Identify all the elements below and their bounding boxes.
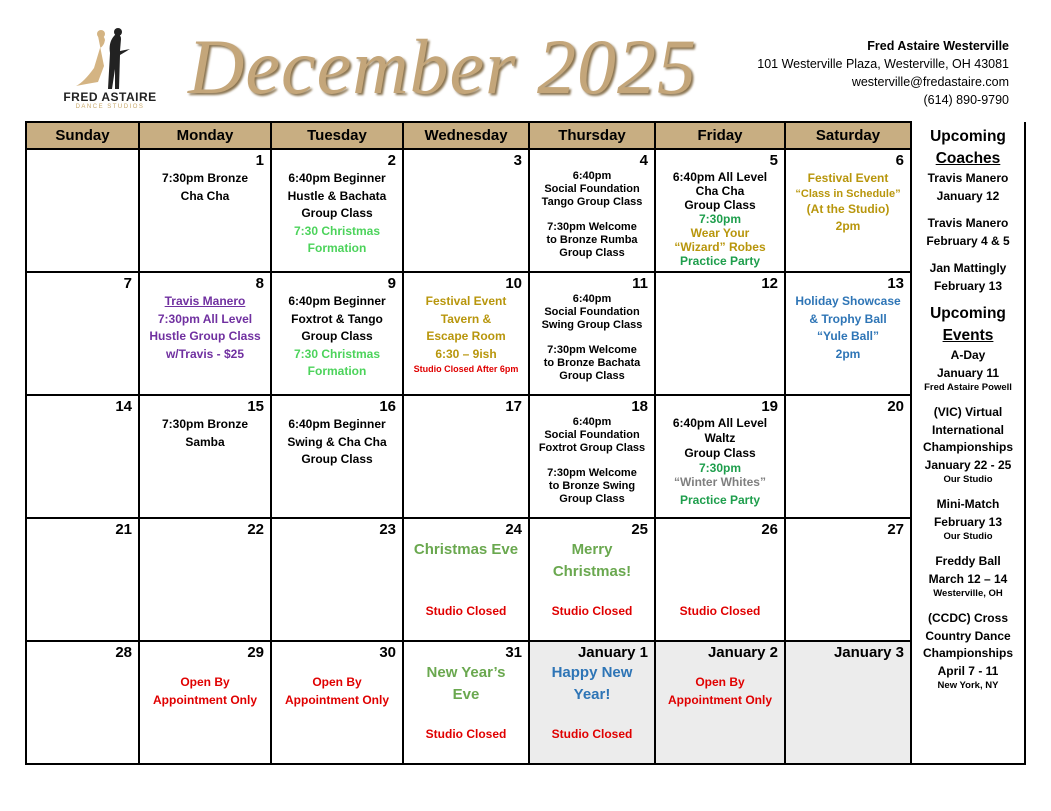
event-text: 6:40pm bbox=[572, 170, 612, 182]
day-cell-dec-10 bbox=[403, 272, 529, 395]
day-cell-dec-30 bbox=[271, 641, 403, 764]
holiday-text: Christmas Eve bbox=[413, 541, 519, 558]
day-number: 12 bbox=[761, 275, 778, 292]
day-cell-dec-19 bbox=[655, 395, 785, 518]
event-text: 7:30pm Welcome bbox=[547, 221, 637, 233]
event-text: w/Travis - $25 bbox=[165, 346, 245, 361]
calendar-title: December 2025 bbox=[188, 23, 697, 110]
coaches-title-2: Coaches bbox=[935, 150, 1001, 167]
holiday-text: Merry bbox=[571, 541, 613, 558]
day-cell-jan-2 bbox=[655, 641, 785, 764]
event-2-line-1: (VIC) Virtual bbox=[933, 405, 1003, 419]
event-text: Appointment Only bbox=[668, 692, 772, 707]
day-cell-dec-6 bbox=[785, 149, 911, 272]
coach-2-name: Travis Manero bbox=[927, 216, 1009, 230]
event-text: Swing & Cha Cha bbox=[287, 434, 387, 449]
event-text: Hustle & Bachata bbox=[287, 188, 387, 203]
weekday-tuesday: Tuesday bbox=[271, 122, 403, 149]
day-number: 25 bbox=[631, 521, 648, 538]
event-text: 7:30pm All Level bbox=[157, 311, 253, 326]
event-text: Waltz bbox=[704, 431, 736, 445]
week-row bbox=[26, 641, 1025, 764]
event-text: 7:30 Christmas bbox=[293, 223, 381, 238]
event-text: 7:30pm Welcome bbox=[547, 344, 637, 356]
day-number: 5 bbox=[769, 152, 778, 169]
event-text: Practice Party bbox=[679, 493, 761, 507]
week-row bbox=[26, 149, 1025, 272]
event-text: “Yule Ball” bbox=[816, 329, 880, 343]
event-text: 7:30pm bbox=[698, 461, 742, 475]
coach-3-name: Jan Mattingly bbox=[929, 261, 1007, 275]
day-number: January 3 bbox=[833, 644, 904, 661]
day-number: 17 bbox=[505, 398, 522, 415]
event-text: Group Class bbox=[301, 452, 373, 466]
day-cell-dec-7 bbox=[26, 272, 139, 395]
day-number: 22 bbox=[247, 521, 264, 538]
event-text: 7:30pm Bronze bbox=[161, 417, 249, 431]
day-number: 23 bbox=[379, 521, 396, 538]
day-number: 24 bbox=[505, 521, 522, 538]
day-number: 4 bbox=[639, 152, 648, 169]
event-text: Practice Party bbox=[679, 254, 761, 268]
event-text: Group Class bbox=[559, 247, 625, 259]
weekday-saturday: Saturday bbox=[785, 122, 911, 149]
day-number: 2 bbox=[387, 152, 396, 169]
event-text: 2pm bbox=[835, 219, 861, 233]
event-4-date: March 12 – 14 bbox=[928, 571, 1008, 586]
event-text: 6:40pm bbox=[572, 416, 612, 428]
event-4-location: Westerville, OH bbox=[933, 588, 1003, 599]
studio-closed-label: Studio Closed bbox=[425, 727, 507, 741]
event-text: to Bronze Bachata bbox=[543, 357, 641, 369]
event-3-name: Mini-Match bbox=[936, 497, 1000, 511]
event-5-line-1: (CCDC) Cross bbox=[927, 611, 1008, 625]
holiday-text: Happy New bbox=[551, 664, 633, 681]
event-5-line-2: Country Dance bbox=[925, 628, 1011, 643]
logo-subtitle: DANCE STUDIOS bbox=[75, 104, 145, 110]
event-2-date: January 22 - 25 bbox=[924, 457, 1012, 472]
weekday-thursday: Thursday bbox=[529, 122, 655, 149]
event-text: 6:40pm bbox=[572, 293, 612, 305]
holiday-text: Year! bbox=[573, 686, 611, 703]
day-number: 26 bbox=[761, 521, 778, 538]
day-cell-dec-4 bbox=[529, 149, 655, 272]
day-number: 16 bbox=[379, 398, 396, 415]
event-text: Appointment Only bbox=[285, 692, 389, 707]
day-cell-dec-17 bbox=[403, 395, 529, 518]
day-cell-dec-9 bbox=[271, 272, 403, 395]
event-text: Group Class bbox=[684, 198, 756, 212]
event-text: Open By bbox=[180, 675, 230, 689]
event-text: Tango Group Class bbox=[541, 196, 643, 208]
day-number: 21 bbox=[115, 521, 132, 538]
day-number: January 2 bbox=[707, 644, 778, 661]
event-text: Social Foundation bbox=[544, 183, 640, 195]
day-cell-dec-23 bbox=[271, 518, 403, 641]
sidebar bbox=[911, 122, 1025, 764]
week-row bbox=[26, 518, 1025, 641]
day-number: 11 bbox=[632, 275, 648, 292]
day-number: 3 bbox=[513, 152, 522, 169]
event-3-date: February 13 bbox=[933, 514, 1003, 529]
coach-2-date: February 4 & 5 bbox=[926, 233, 1010, 248]
event-text: Open By bbox=[695, 675, 745, 689]
day-cell-dec-22 bbox=[139, 518, 271, 641]
day-cell-dec-25 bbox=[529, 518, 655, 641]
day-cell-dec-5 bbox=[655, 149, 785, 272]
event-text: “Wizard” Robes bbox=[674, 240, 766, 254]
day-cell-dec-21 bbox=[26, 518, 139, 641]
day-cell-dec-20 bbox=[785, 395, 911, 518]
event-text: Samba bbox=[185, 434, 225, 449]
event-2-line-2: International bbox=[931, 422, 1004, 437]
event-5-location: New York, NY bbox=[937, 680, 999, 691]
day-number: 28 bbox=[115, 644, 132, 661]
events-title-2: Events bbox=[942, 327, 994, 344]
weekday-sunday: Sunday bbox=[26, 122, 139, 149]
event-text: Festival Event bbox=[425, 294, 507, 308]
event-text: “Winter Whites” bbox=[674, 475, 766, 489]
event-3-location: Our Studio bbox=[943, 531, 993, 542]
event-text: 7:30pm bbox=[698, 212, 742, 226]
holiday-text: New Year’s bbox=[426, 664, 506, 681]
event-text: Group Class bbox=[301, 329, 373, 343]
weekday-monday: Monday bbox=[139, 122, 271, 149]
day-number: 31 bbox=[505, 644, 522, 661]
day-cell-dec-31 bbox=[403, 641, 529, 764]
event-text: 6:40pm Beginner bbox=[288, 417, 386, 431]
holiday-text: Christmas! bbox=[552, 563, 632, 580]
day-number: 19 bbox=[761, 398, 778, 415]
day-number: 15 bbox=[247, 398, 264, 415]
event-text: Open By bbox=[312, 675, 362, 689]
event-text: Holiday Showcase bbox=[795, 294, 901, 308]
day-cell-dec-8 bbox=[139, 272, 271, 395]
day-number: 20 bbox=[887, 398, 904, 415]
day-number: 14 bbox=[115, 398, 132, 415]
event-4-name: Freddy Ball bbox=[935, 554, 1001, 568]
day-number: 30 bbox=[379, 644, 396, 661]
events-title-1: Upcoming bbox=[930, 305, 1006, 322]
day-number: 13 bbox=[887, 275, 904, 292]
day-number: 9 bbox=[387, 275, 396, 292]
event-text: & Trophy Ball bbox=[809, 311, 887, 326]
day-cell-dec-14 bbox=[26, 395, 139, 518]
studio-info bbox=[757, 37, 1009, 109]
event-text: Formation bbox=[307, 241, 367, 255]
weekday-friday: Friday bbox=[655, 122, 785, 149]
day-number: 6 bbox=[895, 152, 904, 169]
event-text: 7:30pm Welcome bbox=[547, 467, 637, 479]
event-1-name: A-Day bbox=[950, 348, 986, 362]
coach-3-date: February 13 bbox=[933, 278, 1003, 293]
calendar-grid bbox=[25, 121, 1026, 765]
studio-closed-label: Studio Closed bbox=[679, 604, 761, 618]
event-text: 6:40pm Beginner bbox=[288, 294, 386, 308]
day-cell-dec-27 bbox=[785, 518, 911, 641]
event-text: “Class in Schedule” bbox=[795, 187, 901, 200]
studio-phone: (614) 890-9790 bbox=[923, 93, 1009, 107]
event-text: 2pm bbox=[835, 346, 861, 361]
event-text: Travis Manero bbox=[164, 294, 246, 308]
day-number: 27 bbox=[887, 521, 904, 538]
day-cell-dec-29 bbox=[139, 641, 271, 764]
week-row bbox=[26, 272, 1025, 395]
event-text: Hustle Group Class bbox=[149, 329, 261, 343]
day-cell-dec-1 bbox=[139, 149, 271, 272]
event-1-location: Fred Astaire Powell bbox=[924, 382, 1012, 393]
day-number: 18 bbox=[631, 398, 648, 415]
coaches-title-1: Upcoming bbox=[930, 128, 1006, 145]
holiday-text: Eve bbox=[452, 686, 480, 703]
studio-closed-label: Studio Closed bbox=[551, 727, 633, 741]
day-number: 8 bbox=[255, 275, 264, 292]
logo-name: FRED ASTAIRE bbox=[63, 90, 157, 104]
studio-address: 101 Westerville Plaza, Westerville, OH 43081 bbox=[757, 57, 1009, 71]
day-cell-jan-3 bbox=[785, 641, 911, 764]
event-text: Group Class bbox=[301, 206, 373, 220]
event-text: 6:40pm Beginner bbox=[288, 171, 386, 185]
studio-closed-label: Studio Closed bbox=[551, 604, 633, 618]
event-text: Cha Cha bbox=[695, 184, 745, 198]
event-text: to Bronze Rumba bbox=[546, 234, 638, 246]
day-number: 1 bbox=[255, 152, 264, 169]
day-number: 10 bbox=[505, 275, 522, 292]
event-5-date: April 7 - 11 bbox=[937, 663, 999, 678]
day-cell-dec-12 bbox=[655, 272, 785, 395]
event-text: Swing Group Class bbox=[541, 319, 643, 331]
event-text: 6:30 – 9ish bbox=[435, 346, 497, 361]
day-cell-dec-2 bbox=[271, 149, 403, 272]
day-cell-dec-26 bbox=[655, 518, 785, 641]
day-cell-dec-3 bbox=[403, 149, 529, 272]
day-cell-dec-15 bbox=[139, 395, 271, 518]
event-text: to Bronze Swing bbox=[548, 480, 636, 492]
event-text: 7:30pm Bronze bbox=[161, 171, 249, 185]
event-text: Social Foundation bbox=[544, 429, 640, 441]
event-text: Festival Event bbox=[807, 171, 889, 185]
day-cell-dec-24 bbox=[403, 518, 529, 641]
day-number: 7 bbox=[123, 275, 132, 292]
event-text: 7:30 Christmas bbox=[293, 346, 381, 361]
event-text: Tavern & bbox=[440, 311, 492, 326]
day-number: January 1 bbox=[577, 644, 648, 661]
event-text: Group Class bbox=[684, 446, 756, 460]
weekday-header-row bbox=[26, 122, 1025, 149]
event-text: Social Foundation bbox=[544, 306, 640, 318]
event-text: Appointment Only bbox=[153, 692, 257, 707]
studio-name: Fred Astaire Westerville bbox=[867, 39, 1009, 53]
studio-closed-label: Studio Closed bbox=[425, 604, 507, 618]
event-text: 6:40pm All Level bbox=[672, 416, 768, 430]
coach-1-date: January 12 bbox=[936, 188, 1000, 203]
event-text: Escape Room bbox=[426, 329, 506, 343]
day-cell-dec-18 bbox=[529, 395, 655, 518]
day-cell-dec-16 bbox=[271, 395, 403, 518]
event-text: Group Class bbox=[559, 493, 625, 505]
event-5-line-3: Championships bbox=[922, 646, 1013, 660]
event-text: (At the Studio) bbox=[806, 201, 890, 216]
event-1-date: January 11 bbox=[936, 365, 1000, 380]
event-text: Studio Closed After 6pm bbox=[413, 364, 519, 374]
fred-astaire-logo bbox=[60, 28, 160, 118]
day-cell-dec-28 bbox=[26, 641, 139, 764]
event-2-line-3: Championships bbox=[922, 440, 1013, 454]
day-cell-dec-13 bbox=[785, 272, 911, 395]
event-text: 6:40pm All Level bbox=[672, 170, 768, 184]
event-text: Wear Your bbox=[690, 226, 750, 240]
weekday-wednesday: Wednesday bbox=[403, 122, 529, 149]
event-2-location: Our Studio bbox=[943, 474, 993, 485]
day-number: 29 bbox=[247, 644, 264, 661]
day-cell-jan-1 bbox=[529, 641, 655, 764]
day-cell-dec-11 bbox=[529, 272, 655, 395]
dancers-logo-icon bbox=[60, 28, 160, 90]
event-text: Group Class bbox=[559, 370, 625, 382]
event-text: Cha Cha bbox=[180, 188, 230, 203]
studio-email: westerville@fredastaire.com bbox=[851, 75, 1009, 89]
coach-1-name: Travis Manero bbox=[927, 171, 1009, 185]
day-cell-empty bbox=[26, 149, 139, 272]
week-row bbox=[26, 395, 1025, 518]
event-text: Foxtrot Group Class bbox=[538, 442, 646, 454]
event-text: Foxtrot & Tango bbox=[291, 311, 383, 326]
event-text: Formation bbox=[307, 364, 367, 378]
